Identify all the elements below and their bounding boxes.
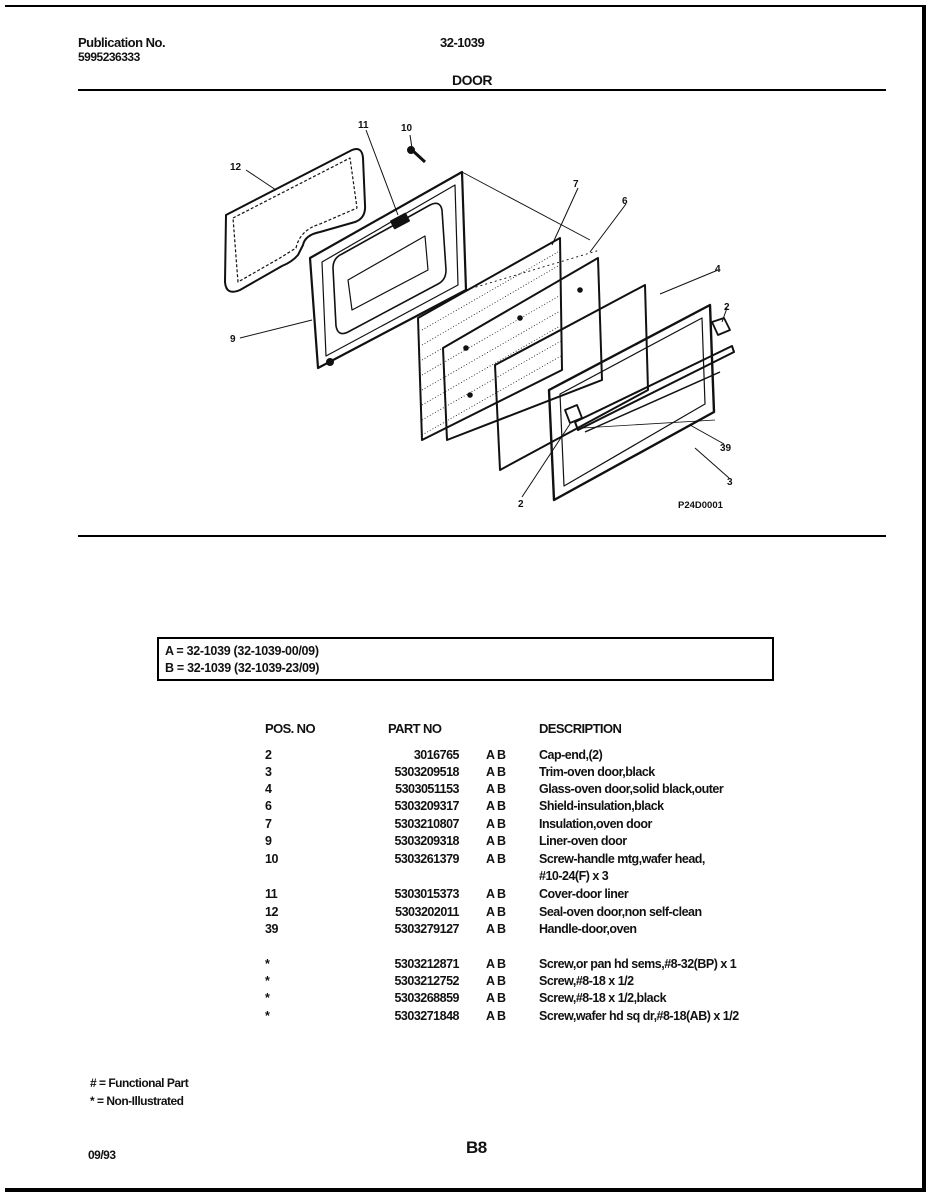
description-cell: Seal-oven door,non self-clean xyxy=(539,905,702,919)
part-cell: 5303209518 xyxy=(394,765,459,779)
description-cell: Cap-end,(2) xyxy=(539,748,603,762)
pos-cell: 4 xyxy=(265,782,272,796)
callout-6: 6 xyxy=(622,196,628,207)
pos-cell: * xyxy=(265,974,270,988)
applicability-cell: A B xyxy=(486,748,506,762)
callout-7: 7 xyxy=(573,179,579,190)
pos-cell: 11 xyxy=(265,887,278,901)
applicability-cell: A B xyxy=(486,957,506,971)
part-cell: 3016765 xyxy=(413,748,459,762)
part-cell: 5303212871 xyxy=(394,957,459,971)
description-cell: Insulation,oven door xyxy=(539,817,652,831)
applicability-cell: A B xyxy=(486,922,506,936)
applicability-cell: A B xyxy=(486,799,506,813)
pos-cell: * xyxy=(265,991,270,1005)
description-cell-continued: #10-24(F) x 3 xyxy=(539,869,609,883)
callout-11: 11 xyxy=(358,120,369,131)
applicability-cell: A B xyxy=(486,887,506,901)
model-line-a: A = 32-1039 (32-1039-00/09) xyxy=(165,644,319,658)
pos-cell: 39 xyxy=(265,922,278,936)
applicability-cell: A B xyxy=(486,991,506,1005)
pos-cell: * xyxy=(265,1009,270,1023)
part-cell: 5303051153 xyxy=(395,782,459,796)
description-cell: Liner-oven door xyxy=(539,834,627,848)
exploded-door-diagram xyxy=(0,0,935,560)
applicability-cell: A B xyxy=(486,1009,506,1023)
callout-4: 4 xyxy=(715,264,721,275)
callout-9: 9 xyxy=(230,334,236,345)
non-illustrated-note: * = Non-Illustrated xyxy=(90,1094,184,1108)
end-cap-right xyxy=(712,318,730,335)
applicability-cell: A B xyxy=(486,782,506,796)
pos-cell: 6 xyxy=(265,799,272,813)
applicability-cell: A B xyxy=(486,834,506,848)
publication-label: Publication No. xyxy=(78,35,166,50)
part-cell: 5303261379 xyxy=(394,852,459,866)
part-cell: 5303271848 xyxy=(394,1009,459,1023)
pos-cell: 10 xyxy=(265,852,278,866)
publication-number: 5995236333 xyxy=(78,50,140,64)
functional-part-note: # = Functional Part xyxy=(90,1076,189,1090)
part-cell: 5303268859 xyxy=(394,991,459,1005)
part-cell: 5303212752 xyxy=(394,974,459,988)
applicability-cell: A B xyxy=(486,974,506,988)
section-title: DOOR xyxy=(452,72,492,88)
pos-cell: 2 xyxy=(265,748,272,762)
description-cell: Cover-door liner xyxy=(539,887,629,901)
callout-2-right: 2 xyxy=(724,302,730,313)
header-description: DESCRIPTION xyxy=(539,721,622,736)
description-cell: Screw,or pan hd sems,#8-32(BP) x 1 xyxy=(539,957,737,971)
header-part-no: PART NO xyxy=(388,721,442,736)
model-line-b: B = 32-1039 (32-1039-23/09) xyxy=(165,661,320,675)
callout-12: 12 xyxy=(230,162,242,173)
description-cell: Screw,#8-18 x 1/2,black xyxy=(539,991,667,1005)
diagram-rule xyxy=(78,535,886,537)
part-cell: 5303015373 xyxy=(394,887,459,901)
figure-code: P24D0001 xyxy=(678,500,723,511)
applicability-cell: A B xyxy=(486,765,506,779)
applicability-cell: A B xyxy=(486,905,506,919)
revision-date: 09/93 xyxy=(88,1148,116,1162)
pos-cell: 7 xyxy=(265,817,272,831)
header-pos-no: POS. NO xyxy=(265,721,315,736)
description-cell: Glass-oven door,solid black,outer xyxy=(539,782,724,796)
page-number: B8 xyxy=(466,1138,487,1157)
pos-cell: 3 xyxy=(265,765,272,779)
model-number: 32-1039 xyxy=(440,35,485,50)
pos-cell: 12 xyxy=(265,905,278,919)
pos-cell: * xyxy=(265,957,270,971)
part-cell: 5303209318 xyxy=(394,834,459,848)
applicability-cell: A B xyxy=(486,817,506,831)
pos-cell: 9 xyxy=(265,834,272,848)
applicability-cell: A B xyxy=(486,852,506,866)
callout-3: 3 xyxy=(727,477,733,488)
door-insulation xyxy=(418,238,562,440)
part-cell: 5303202011 xyxy=(395,905,459,919)
description-cell: Handle-door,oven xyxy=(539,922,637,936)
callout-39: 39 xyxy=(720,443,732,454)
model-legend-box xyxy=(157,637,774,681)
description-cell: Screw,wafer hd sq dr,#8-18(AB) x 1/2 xyxy=(539,1009,739,1023)
description-cell: Screw-handle mtg,wafer head, xyxy=(539,852,705,866)
description-cell: Trim-oven door,black xyxy=(539,765,655,779)
description-cell: Shield-insulation,black xyxy=(539,799,664,813)
callout-2-left: 2 xyxy=(518,499,524,510)
part-cell: 5303209317 xyxy=(394,799,459,813)
description-cell: Screw,#8-18 x 1/2 xyxy=(539,974,634,988)
part-cell: 5303279127 xyxy=(394,922,459,936)
callout-10: 10 xyxy=(401,123,413,134)
part-cell: 5303210807 xyxy=(394,817,459,831)
